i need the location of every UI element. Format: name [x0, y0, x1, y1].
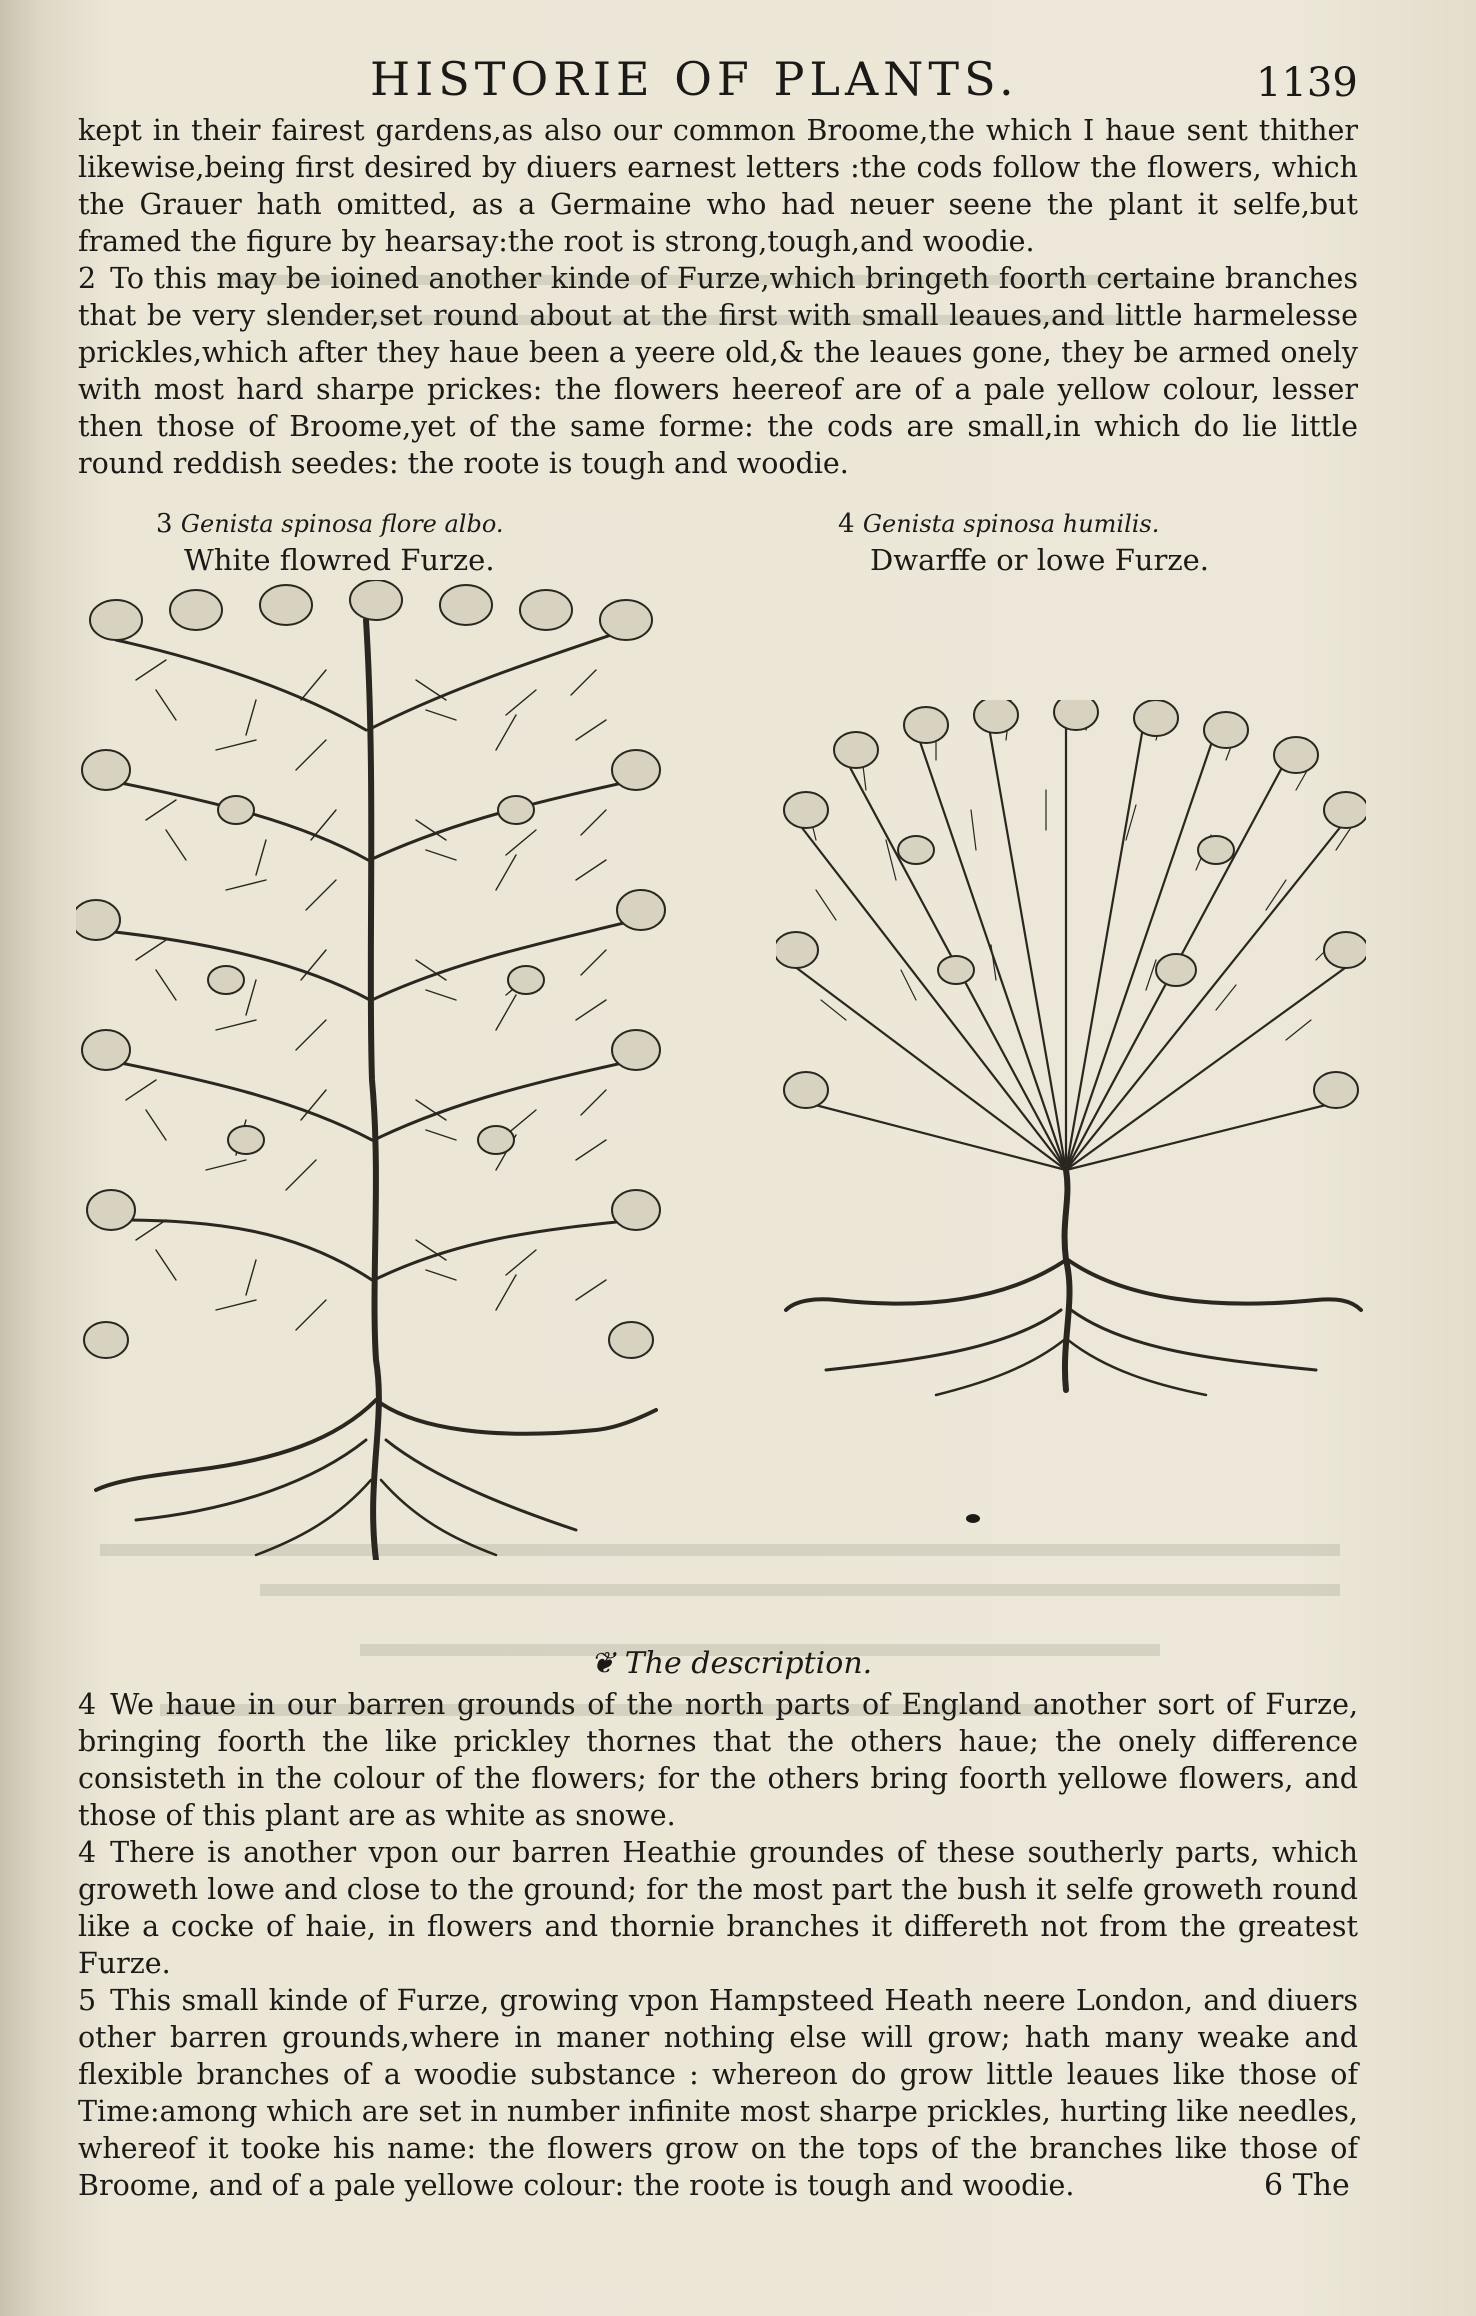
- section-heading: [590, 1646, 872, 1681]
- description-paragraph: [78, 1982, 1358, 2204]
- paragraph-text: There is another vpon our barren Heathie groundes of these southerly parts, which groweth lowe and close to the ground; for the most part the bush it selfe groweth round like a cocke of haie, in flowers and thornie branches it differeth not from the greatest Furze.: [78, 1836, 1358, 1980]
- running-title: HISTORIE OF PLANTS.: [370, 52, 1019, 106]
- description-paragraph: [78, 1834, 1358, 1982]
- paragraph-number: 4: [78, 1836, 97, 1869]
- english-name: Dwarffe or lowe Furze.: [870, 543, 1210, 577]
- description-paragraph: [78, 1686, 1358, 1834]
- page-header: [0, 52, 1476, 112]
- latin-name: Genista spinosa humilis.: [862, 510, 1160, 538]
- figure-4-caption: [838, 506, 1209, 578]
- paragraph-text: We haue in our barren grounds of the north parts of England another sort of Furze, bringing foorth the like prickley thornes that the others haue; the onely difference consisteth in the colour of the flowers; for the others bring foorth yellowe flowers, and those of this plant are as white as snowe.: [78, 1688, 1358, 1832]
- figure-number: 3: [156, 509, 173, 539]
- paragraph-text: To this may be ioined another kinde of Furze,which bringeth foorth certaine branches that be very slender,set round about at the first with small leaues,and little harmelesse prickles,which after they haue been a yeere old,& the leaues gone, they be armed onely with most hard sharpe prickes: the flowers heereof are of a pale yellow colour, lesser then those of Broome,yet of the same forme: the cods are small,in which do lie little round reddish seedes: the roote is tough and woodie.: [78, 262, 1358, 480]
- continuation-paragraph: kept in their fairest gardens,as also our common Broome,the which I haue sent thither likewise,being first desired by diuers earnest letters :the cods follow the flowers, which the Grauer hath omitted, as a Germaine who had neuer seene the plant it selfe,but framed the figure by hearsay:the root is strong,tough,and woodie.: [78, 114, 1358, 258]
- description-text-block: [78, 1686, 1358, 2204]
- page-number: 1139: [1256, 60, 1358, 106]
- fleuron-icon: ❦: [590, 1646, 616, 1681]
- woodcut-white-furze: [76, 580, 666, 1560]
- woodcut-dwarf-furze: [776, 700, 1366, 1400]
- ink-blot: [966, 1514, 980, 1523]
- paragraph-2: [78, 260, 1358, 482]
- english-name: White flowred Furze.: [184, 543, 495, 577]
- woodcut-illustration: [76, 580, 666, 1560]
- woodcut-illustration: [776, 700, 1366, 1400]
- section-heading-text: The description.: [624, 1646, 873, 1681]
- paragraph-text: This small kinde of Furze, growing vpon Hampsteed Heath neere London, and diuers other barren grounds,where in maner nothing else will grow; hath many weake and flexible branches of a woodie substance : whereon do grow little leaues like those of Time:among which are set in number infinite most sharpe prickles, hurting like needles, whereof it tooke his name: the flowers grow on the tops of the branches like those of Broome, and of a pale yellowe colour: the roote is tough and woodie.: [78, 1984, 1358, 2202]
- figure-number: 4: [838, 509, 855, 539]
- top-text-block: [78, 112, 1358, 482]
- paragraph-number: 4: [78, 1688, 97, 1721]
- paragraph-number: 2: [78, 262, 97, 295]
- figure-3-caption: [156, 506, 504, 578]
- paragraph-number: 5: [78, 1984, 97, 2017]
- catchword: 6 The: [1264, 2168, 1350, 2203]
- latin-name: Genista spinosa flore albo.: [180, 510, 504, 538]
